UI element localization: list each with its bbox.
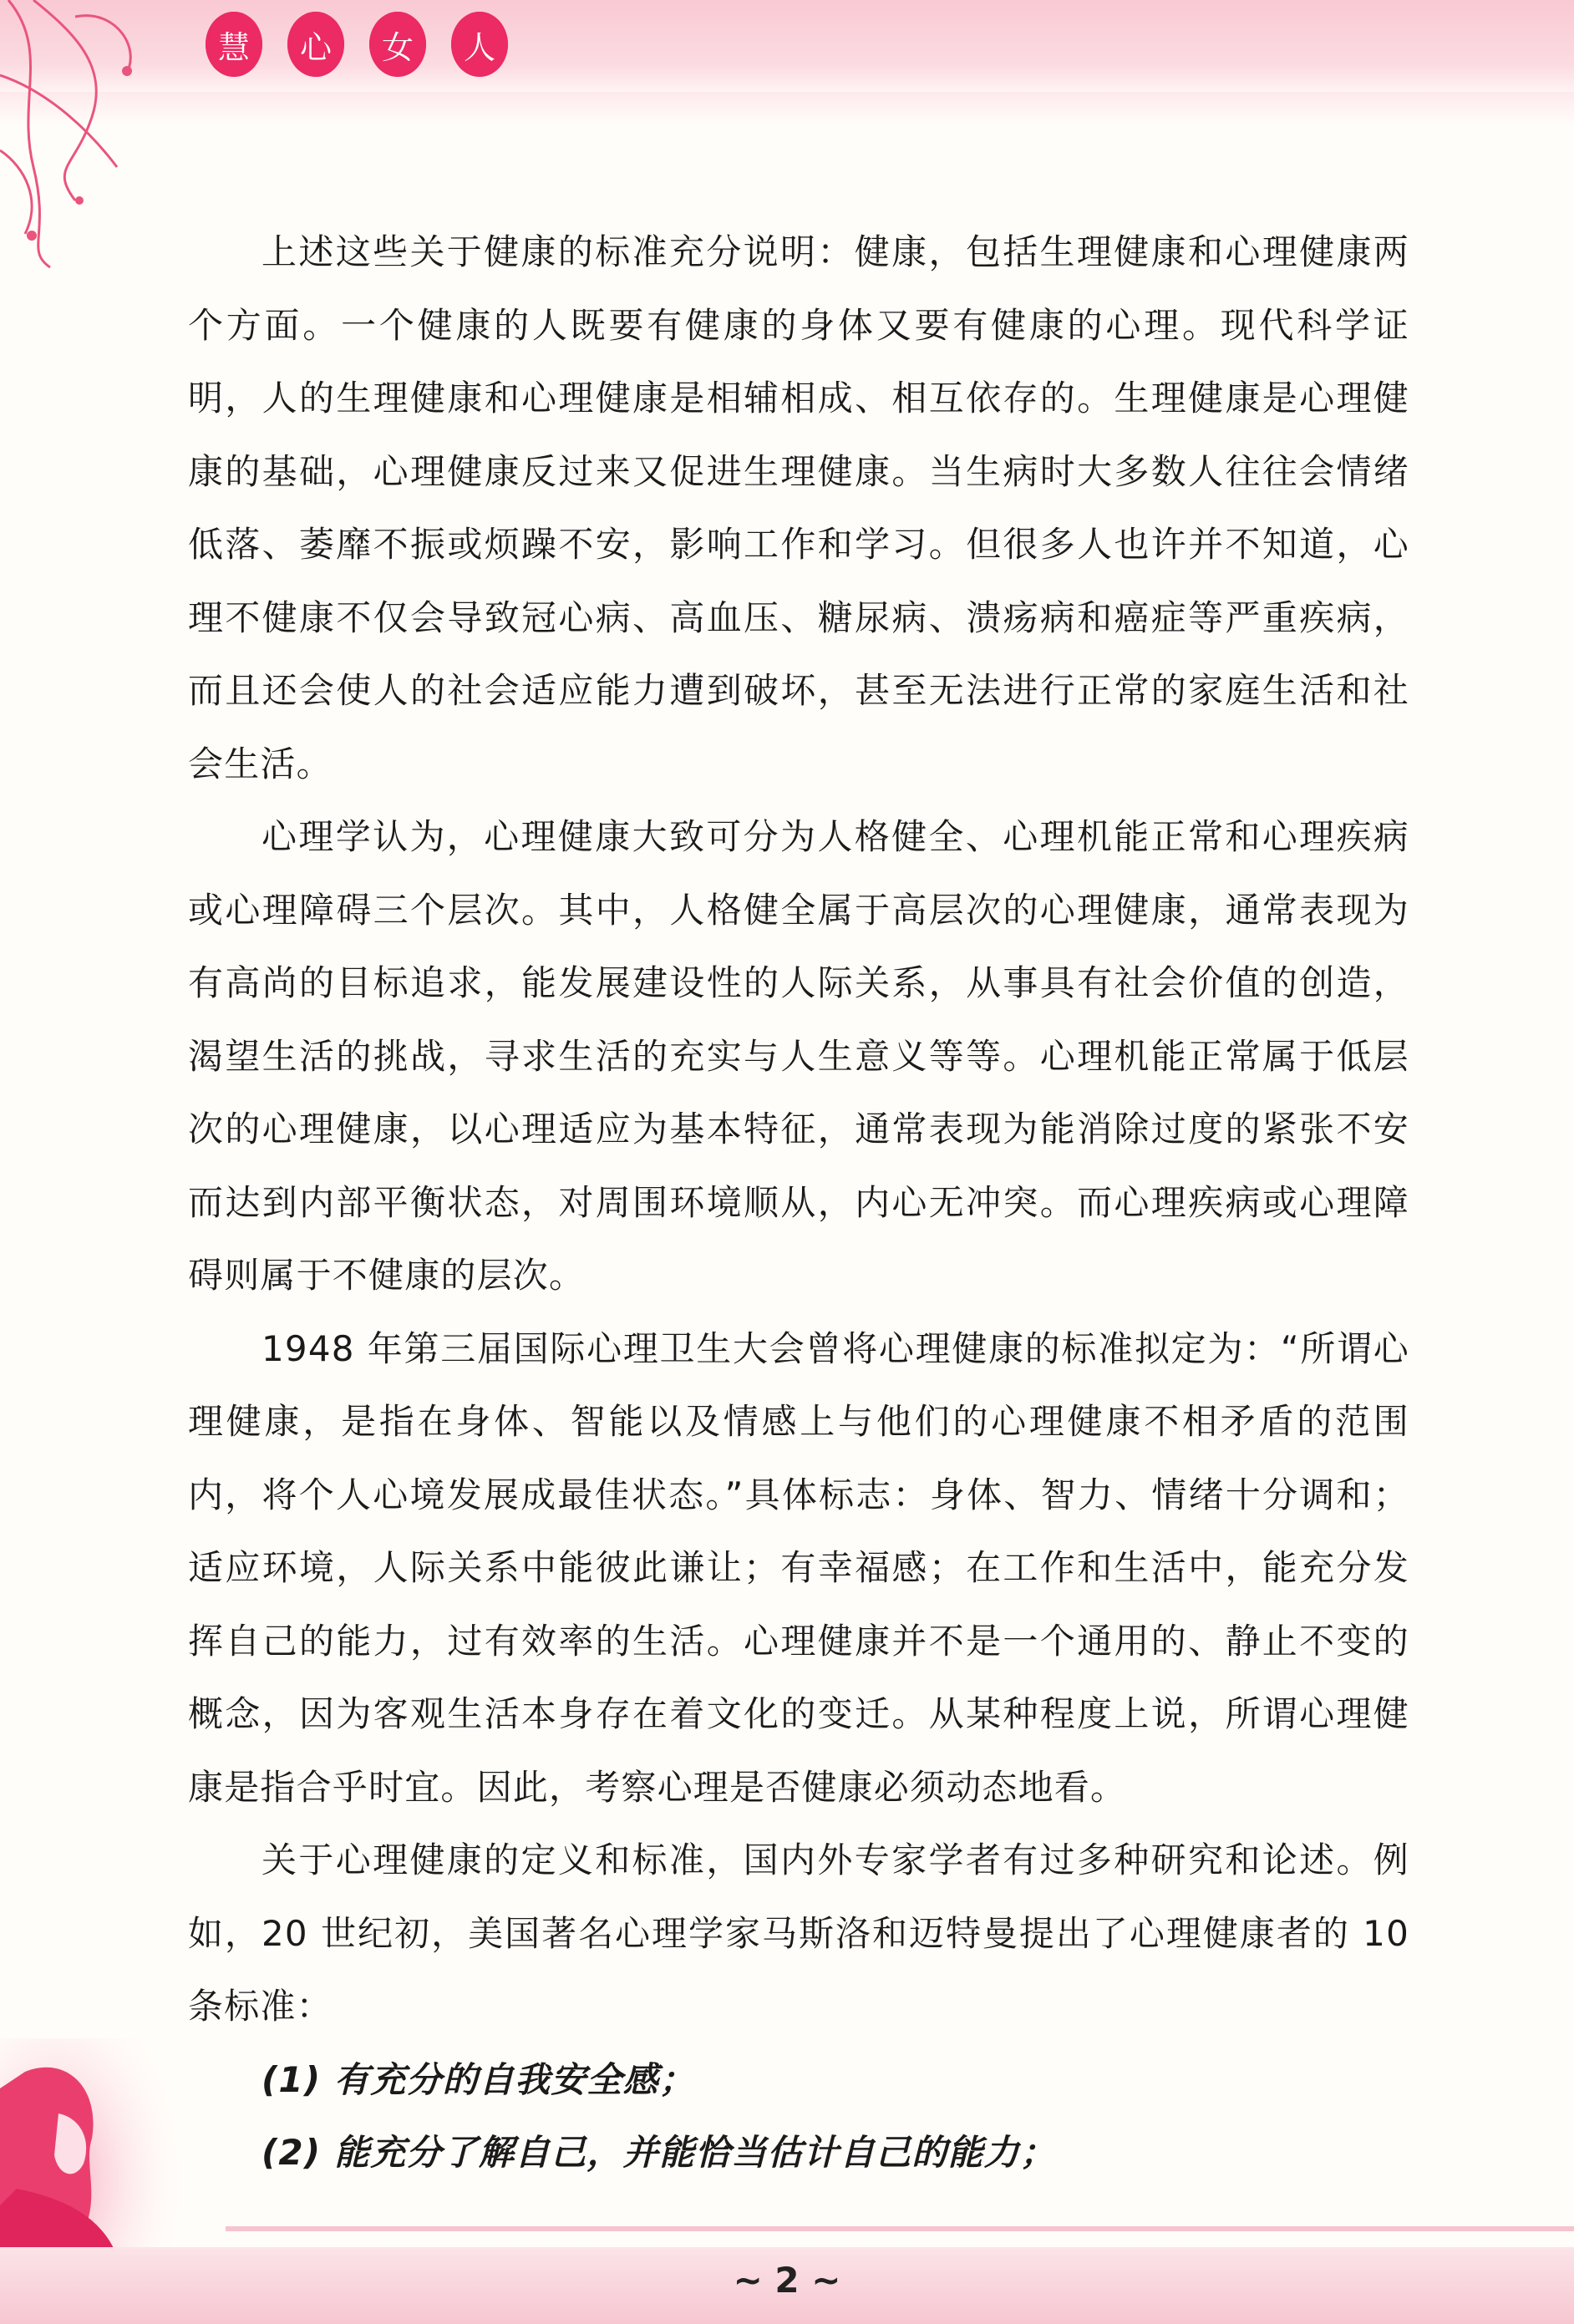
paragraph: 上述这些关于健康的标准充分说明：健康，包括生理健康和心理健康两个方面。一个健康的人既要有健康的身体又要有健康的心理。现代科学证明，人的生理健康和心理健康是相辅相成、相互依存的。生理健康是心理健康的基础，心理健康反过来又促进生理健康。当生病时大多数人往往会情绪低落、萎靡不振或烦躁不安，影响工作和学习。但很多人也许并不知道，心理不健康不仅会导致冠心病、高血压、糖尿病、溃疡病和癌症等严重疾病，而且还会使人的社会适应能力遭到破坏，甚至无法进行正常的家庭生活和社会生活。: [188, 231, 1409, 784]
header-fade: [0, 92, 1574, 125]
paragraph: 1948 年第三届国际心理卫生大会曾将心理健康的标准拟定为：“所谓心理健康，是指在身体、智能以及情感上与他们的心理健康不相矛盾的范围内，将个人心境发展成最佳状态。”具体标志：身体、智力、情绪十分调和；适应环境，人际关系中能彼此谦让；有幸福感；在工作和生活中，能充分发挥自己的能力，过有效率的生活。心理健康并不是一个通用的、静止不变的概念，因为客观生活本身存在着文化的变迁。从某种程度上说，所谓心理健康是指合乎时宜。因此，考察心理是否健康必须动态地看。: [188, 1327, 1409, 1808]
series-title-badges: [206, 12, 508, 77]
page-number: ~ 2 ~: [733, 2260, 841, 2301]
list-item: (2) 能充分了解自己，并能恰当估计自己的能力；: [261, 2132, 1057, 2173]
title-badge: 心: [287, 12, 344, 77]
page-body: [188, 216, 1409, 2190]
paragraph: 心理学认为，心理健康大致可分为人格健全、心理机能正常和心理疾病或心理障碍三个层次。其中，人格健全属于高层次的心理健康，通常表现为有高尚的目标追求，能发展建设性的人际关系，从事具有社会价值的创造，渴望生活的挑战，寻求生活的充实与人生意义等等。心理机能正常属于低层次的心理健康，以心理适应为基本特征，通常表现为能消除过度的紧张不安而达到内部平衡状态，对周围环境顺从，内心无冲突。而心理疾病或心理障碍则属于不健康的层次。: [188, 816, 1409, 1296]
title-badge: 人: [451, 12, 508, 77]
footer-divider: [226, 2226, 1574, 2231]
list-item: (1) 有充分的自我安全感；: [261, 2058, 696, 2100]
title-badge: 慧: [206, 12, 262, 77]
title-badge: 女: [369, 12, 426, 77]
paragraph: 关于心理健康的定义和标准，国内外专家学者有过多种研究和论述。例如，20 世纪初，美国著名心理学家马斯洛和迈特曼提出了心理健康者的 10 条标准：: [188, 1839, 1409, 2027]
floral-swirl-decoration: [0, 0, 201, 276]
